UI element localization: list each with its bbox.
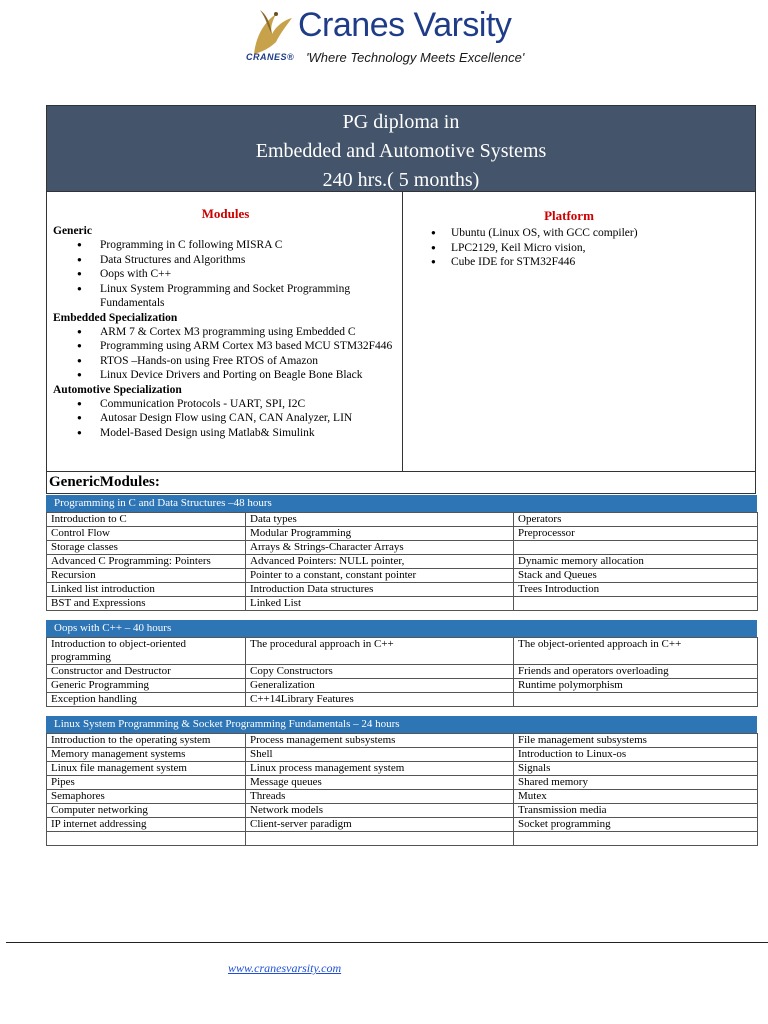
table-cell: Exception handling	[47, 693, 246, 707]
table-cell: The object-oriented approach in C++	[514, 638, 758, 665]
platform-item: ● Ubuntu (Linux OS, with GCC compiler)	[429, 226, 749, 241]
table-cell	[514, 832, 758, 846]
program-title-line2: Embedded and Automotive Systems	[255, 140, 547, 162]
course-c-table	[46, 512, 758, 611]
table-cell: Process management subsystems	[246, 734, 514, 748]
table-cell: IP internet addressing	[47, 818, 246, 832]
table-cell: Generic Programming	[47, 679, 246, 693]
table-cell: Transmission media	[514, 804, 758, 818]
table-cell: C++14Library Features	[246, 693, 514, 707]
course-c-bar: Programming in C and Data Structures –48 hours	[46, 495, 757, 512]
table-row	[47, 693, 758, 707]
module-section-title: Generic	[53, 225, 92, 237]
logo-wordmark-small: CRANES®	[246, 52, 295, 62]
table-cell: Runtime polymorphism	[514, 679, 758, 693]
platform-column	[429, 208, 749, 270]
table-cell: Memory management systems	[47, 748, 246, 762]
table-cell: Shell	[246, 748, 514, 762]
table-cell: Pipes	[47, 776, 246, 790]
table-cell: Linked List	[246, 597, 514, 611]
course-cpp-table	[46, 637, 758, 707]
module-list	[53, 325, 398, 383]
table-cell: Trees Introduction	[514, 583, 758, 597]
table-cell: Arrays & Strings-Character Arrays	[246, 541, 514, 555]
table-cell: BST and Expressions	[47, 597, 246, 611]
table-cell	[514, 693, 758, 707]
table-row	[47, 665, 758, 679]
table-cell: Shared memory	[514, 776, 758, 790]
table-row	[47, 734, 758, 748]
table-row	[47, 597, 758, 611]
table-row	[47, 818, 758, 832]
module-item: ● Programming in C following MISRA C	[53, 238, 398, 253]
table-cell: File management subsystems	[514, 734, 758, 748]
table-cell: Signals	[514, 762, 758, 776]
table-row	[47, 569, 758, 583]
platform-heading: Platform	[544, 208, 594, 223]
module-item: ● Programming using ARM Cortex M3 based MCU STM32F446	[53, 339, 398, 354]
crane-bird-icon	[246, 4, 294, 56]
table-row	[47, 748, 758, 762]
website-link[interactable]: www.cranesvarsity.com	[228, 961, 342, 975]
table-cell	[246, 832, 514, 846]
table-cell: Modular Programming	[246, 527, 514, 541]
table-cell: Computer networking	[47, 804, 246, 818]
program-title-line1: PG diploma in	[342, 111, 460, 133]
table-cell: Advanced C Programming: Pointers	[47, 555, 246, 569]
module-list	[53, 238, 398, 311]
program-title-line3: 240 hrs.( 5 months)	[322, 169, 480, 191]
table-cell: Advanced Pointers: NULL pointer,	[246, 555, 514, 569]
module-item: ● Data Structures and Algorithms	[53, 253, 398, 268]
module-item: ● Oops with C++	[53, 267, 398, 282]
table-cell: Introduction to the operating system	[47, 734, 246, 748]
course-linux-bar: Linux System Programming & Socket Programming Fundamentals – 24 hours	[46, 716, 757, 733]
table-cell: The procedural approach in C++	[246, 638, 514, 665]
table-row	[47, 790, 758, 804]
course-cpp-section	[46, 620, 757, 707]
footer-divider	[6, 942, 768, 943]
table-cell: Mutex	[514, 790, 758, 804]
brand-name: Cranes Varsity	[298, 6, 512, 44]
table-cell	[514, 597, 758, 611]
table-row	[47, 555, 758, 569]
cranes-logo	[246, 4, 546, 68]
table-cell: Operators	[514, 513, 758, 527]
table-cell: Client-server paradigm	[246, 818, 514, 832]
column-divider	[402, 192, 403, 471]
module-section-title: Automotive Specialization	[53, 383, 182, 396]
course-c-section	[46, 495, 757, 611]
module-list	[53, 397, 398, 441]
generic-modules-heading: GenericModules:	[46, 472, 756, 494]
table-row	[47, 832, 758, 846]
table-cell: Control Flow	[47, 527, 246, 541]
module-section-title: Embedded Specialization	[53, 311, 178, 324]
modules-column	[53, 206, 398, 440]
table-cell: Message queues	[246, 776, 514, 790]
platform-item: ● Cube IDE for STM32F446	[429, 255, 749, 270]
table-cell: Storage classes	[47, 541, 246, 555]
table-cell: Network models	[246, 804, 514, 818]
module-item: ● Autosar Design Flow using CAN, CAN Analyzer, LIN	[53, 411, 398, 426]
table-cell: Recursion	[47, 569, 246, 583]
table-cell: Threads	[246, 790, 514, 804]
modules-heading: Modules	[201, 206, 250, 221]
platform-list	[429, 226, 749, 270]
table-cell: Preprocessor	[514, 527, 758, 541]
table-row	[47, 541, 758, 555]
platform-item: ● LPC2129, Keil Micro vision,	[429, 241, 749, 256]
course-cpp-bar: Oops with C++ – 40 hours	[46, 620, 757, 637]
program-title-band	[46, 105, 756, 192]
table-cell: Stack and Queues	[514, 569, 758, 583]
table-cell: Socket programming	[514, 818, 758, 832]
table-cell: Introduction Data structures	[246, 583, 514, 597]
module-item: ● RTOS –Hands-on using Free RTOS of Amazon	[53, 354, 398, 369]
table-cell: Pointer to a constant, constant pointer	[246, 569, 514, 583]
table-cell: Linked list introduction	[47, 583, 246, 597]
course-linux-table	[46, 733, 758, 846]
module-item: ● Model-Based Design using Matlab& Simulink	[53, 426, 398, 441]
course-linux-section	[46, 716, 757, 846]
table-row	[47, 638, 758, 665]
module-item: ● Linux Device Drivers and Porting on Beagle Bone Black	[53, 368, 398, 383]
table-cell: Semaphores	[47, 790, 246, 804]
table-cell	[47, 832, 246, 846]
table-row	[47, 679, 758, 693]
table-row	[47, 527, 758, 541]
table-cell: Introduction to object-oriented programming	[47, 638, 246, 665]
table-cell: Data types	[246, 513, 514, 527]
table-cell: Friends and operators overloading	[514, 665, 758, 679]
table-row	[47, 762, 758, 776]
table-row	[47, 776, 758, 790]
table-row	[47, 583, 758, 597]
table-cell	[514, 541, 758, 555]
modules-platform-box	[46, 192, 756, 472]
table-cell: Linux process management system	[246, 762, 514, 776]
module-item: ● Linux System Programming and Socket Programming Fundamentals	[53, 282, 398, 311]
table-row	[47, 513, 758, 527]
table-cell: Copy Constructors	[246, 665, 514, 679]
module-item: ● Communication Protocols - UART, SPI, I2C	[53, 397, 398, 412]
brand-tagline: 'Where Technology Meets Excellence'	[306, 50, 525, 65]
module-item: ● ARM 7 & Cortex M3 programming using Embedded C	[53, 325, 398, 340]
table-row	[47, 804, 758, 818]
table-cell: Linux file management system	[47, 762, 246, 776]
table-cell: Introduction to Linux-os	[514, 748, 758, 762]
table-cell: Introduction to C	[47, 513, 246, 527]
table-cell: Constructor and Destructor	[47, 665, 246, 679]
table-cell: Dynamic memory allocation	[514, 555, 758, 569]
table-cell: Generalization	[246, 679, 514, 693]
